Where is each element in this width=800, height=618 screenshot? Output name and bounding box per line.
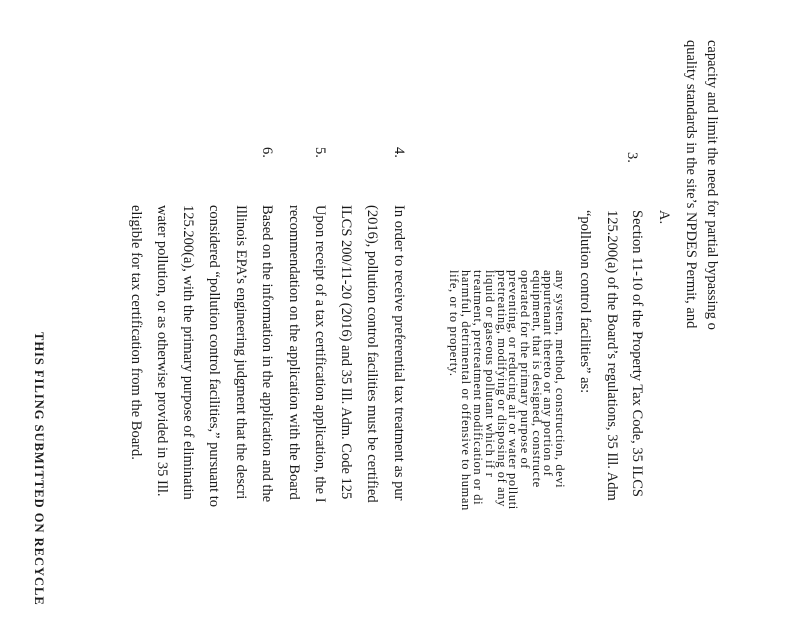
quote-line: any system, method, construction, devi [553,270,567,489]
text-line: “pollution control facilities” as: [577,210,593,394]
text-line: considered “pollution control facilities,” pursuant to [206,205,222,508]
quote-line: preventing, or reducing air or water polluti [506,270,520,510]
subsection-label: A. [656,210,672,225]
quote-line: treatment, pretreatment modification or di [471,270,485,506]
paragraph-number: 5. [312,147,328,158]
text-line: Illinois EPA’s engineering judgment that the descri [233,205,249,500]
text-line: Section 11-10 of the Property Tax Code, 35 ILCS [629,210,645,497]
paragraph-number: 4. [391,147,407,158]
quote-line: operated for the primary purpose of [518,270,532,470]
text-line: recommendation on the application with the Board [286,205,302,500]
quote-line: pretreating, modifying or disposing of any [495,270,509,507]
text-line: water pollution, or as otherwise provided in 35 Ill. [154,205,170,497]
quote-line: harmful, detrimental or offensive to human [459,270,473,511]
text-line: eligible for tax certification from the Board. [128,205,144,460]
text-line: capacity and limit the need for partial bypassing o [704,40,720,330]
quote-line: equipment, that is designed, constructe [530,270,544,488]
text-line: 125.200(a), with the primary purpose of eliminatin [180,205,196,500]
text-line: In order to receive preferential tax treatment as pur [391,205,407,501]
text-line: Based on the information in the application and the [259,205,275,503]
quote-line: liquid or gaseous pollutant which if r [483,270,497,478]
quote-line: appurtenant thereto or any portion of [541,270,555,477]
text-line: (2016), pollution control facilities must be certified [364,205,380,503]
text-line: quality standards in the site’s NPDES Permit, and [683,40,699,329]
text-line: ILCS 200/11-20 (2016) and 35 Ill. Adm. Code 125 [338,205,354,500]
footer-recycle-notice: THIS FILING SUBMITTED ON RECYCLE [32,332,46,606]
paragraph-number: 6. [259,147,275,158]
paragraph-number: 3. [624,152,640,163]
text-line: Upon receipt of a tax certification application, the I [312,205,328,503]
quote-line: life, or to property. [447,270,461,377]
text-line: 125.200(a) of the Board’s regulations, 35 Ill. Adm [604,210,620,501]
